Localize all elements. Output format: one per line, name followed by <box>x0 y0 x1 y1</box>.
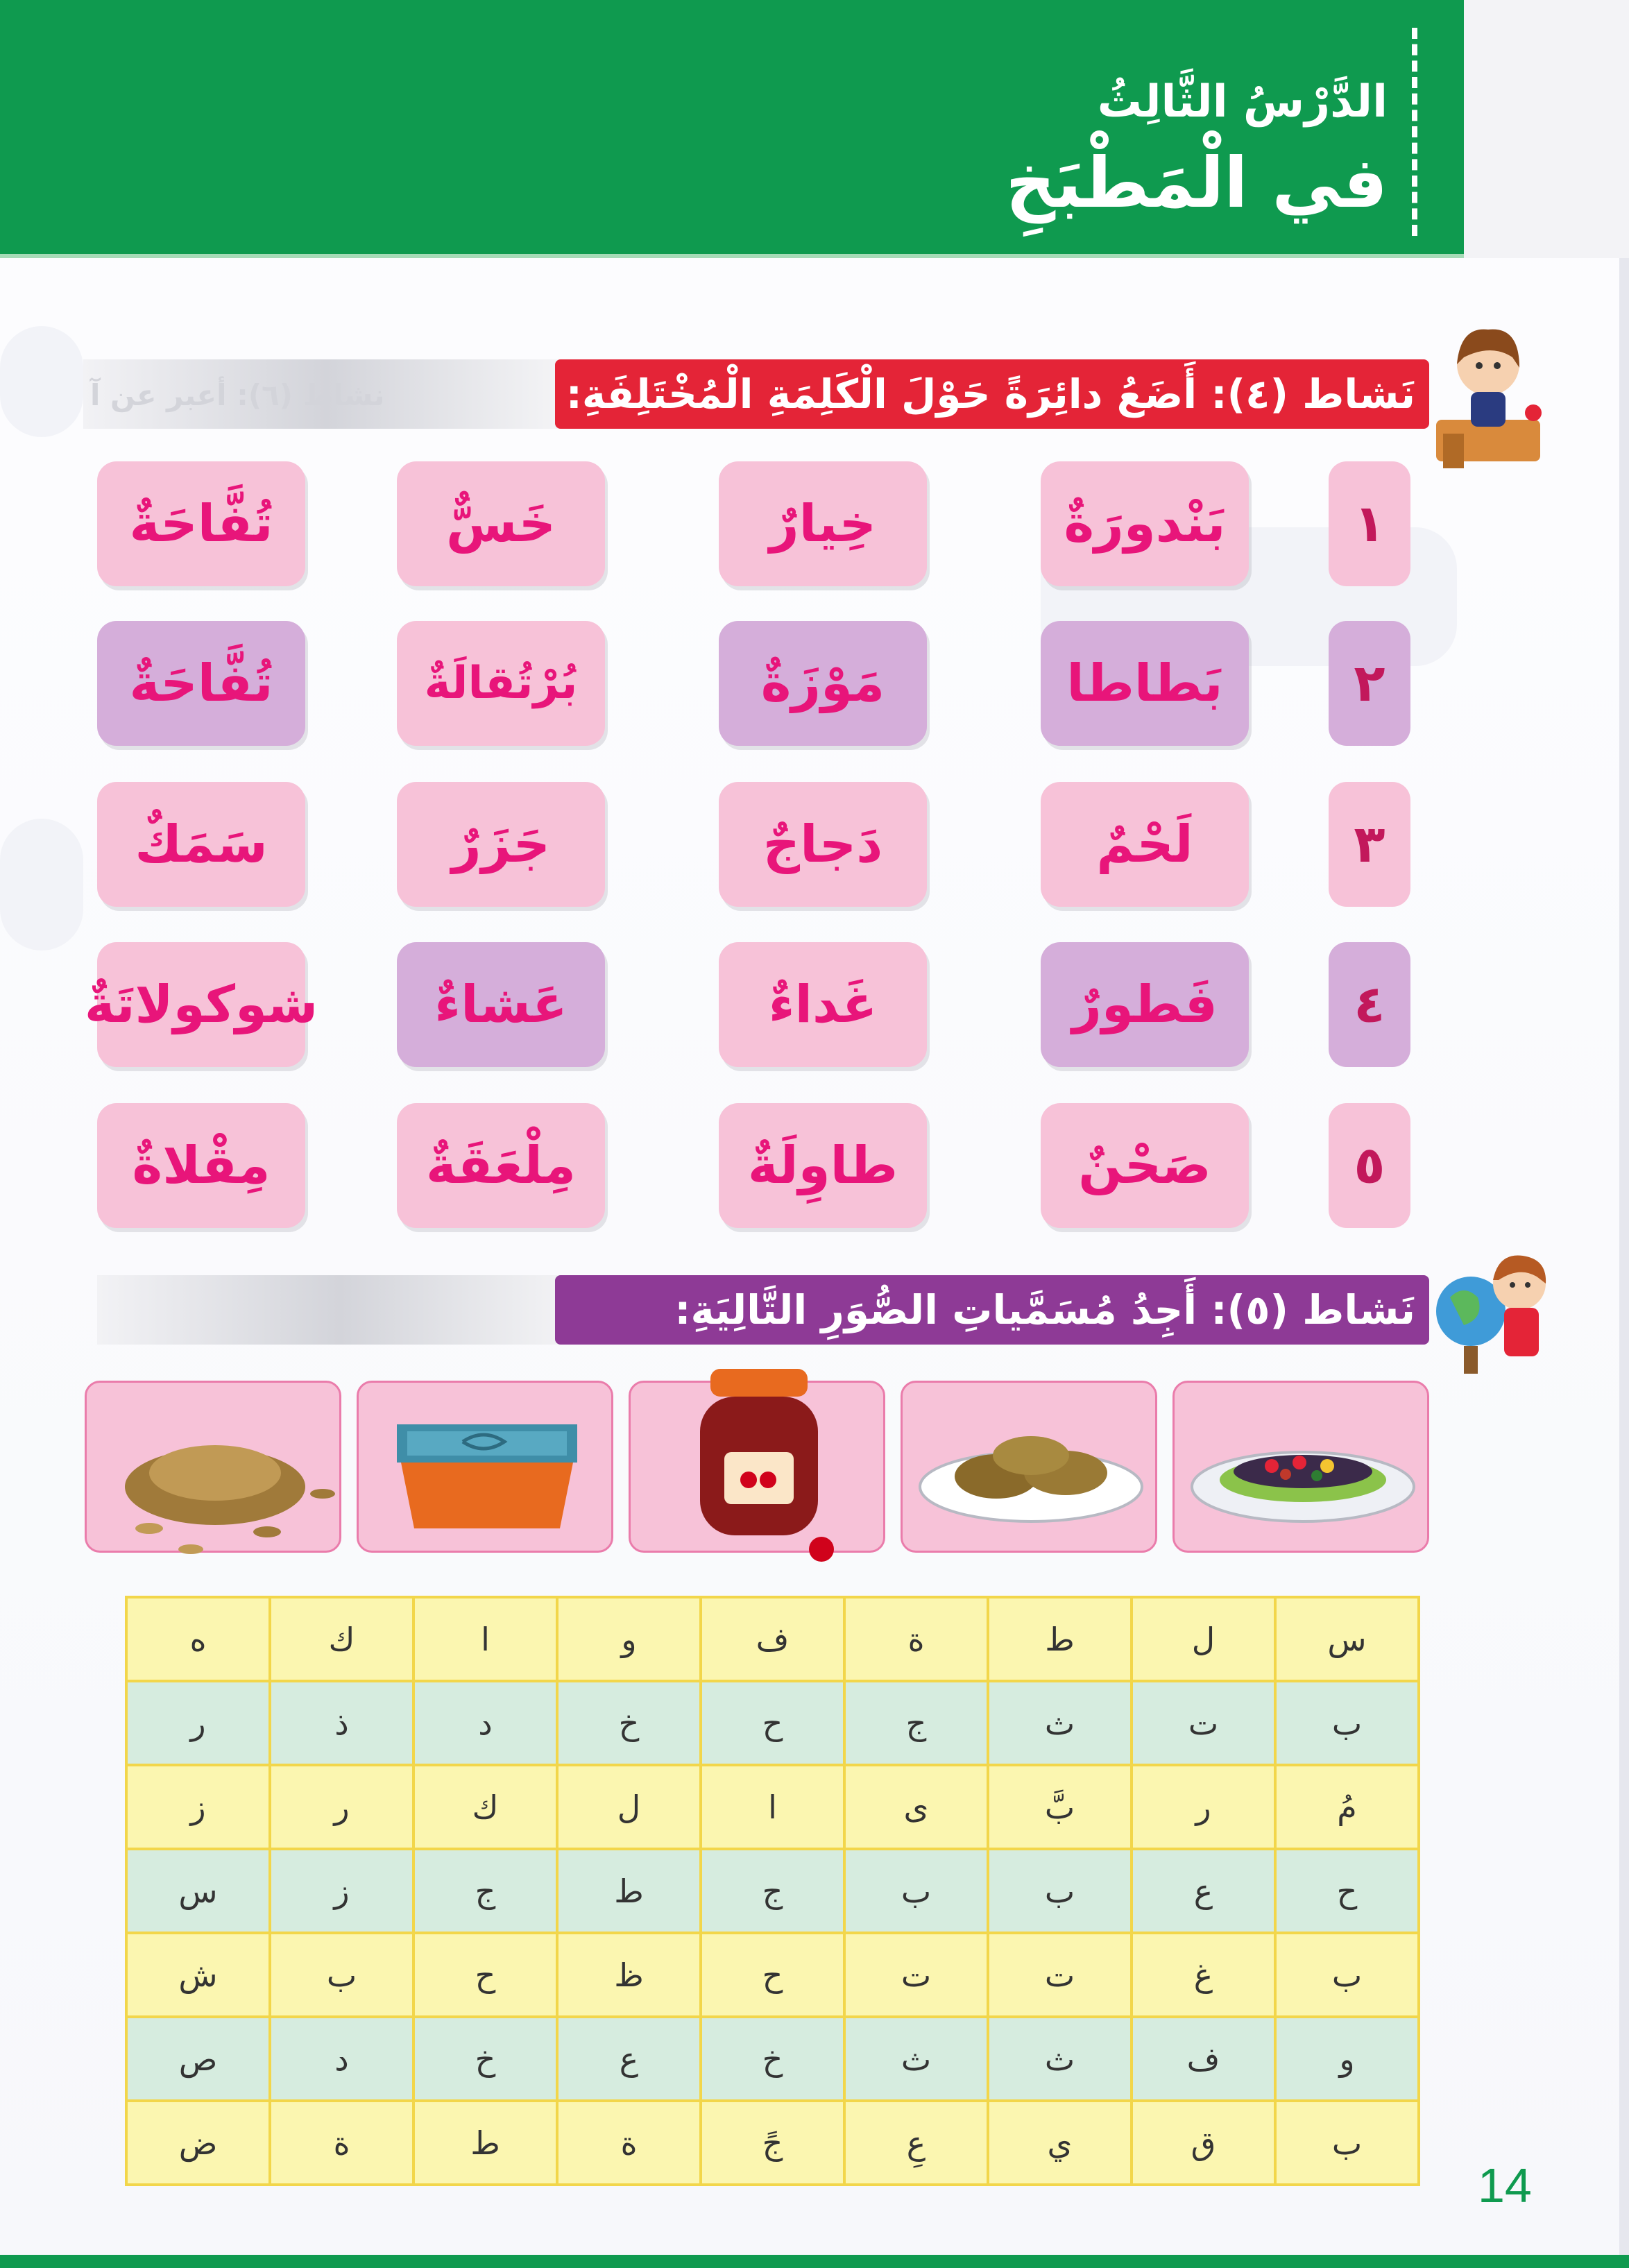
word-card[interactable]: فَطورٌ <box>1041 942 1249 1067</box>
activity4-banner <box>555 359 1429 429</box>
grid-letter-cell[interactable]: غ <box>1132 1933 1275 2017</box>
activity4-title: نَشاط (٤): أَضَعُ دائِرَةً حَوْلَ الْكَلِمَةِ الْمُخْتَلِفَةِ: <box>565 370 1415 418</box>
row-number: ٣ <box>1329 782 1410 907</box>
grid-letter-cell[interactable]: ص <box>126 2017 270 2101</box>
word-card[interactable]: دَجاجٌ <box>719 782 927 907</box>
grid-letter-cell[interactable]: ع <box>1132 1849 1275 1933</box>
grey-ribbon <box>97 1275 583 1345</box>
row-number: ١ <box>1329 461 1410 586</box>
grid-letter-cell[interactable]: ا <box>701 1765 844 1849</box>
rice-dish-icon <box>1175 1383 1431 1555</box>
grid-letter-cell[interactable]: عِ <box>844 2101 988 2185</box>
background-print-through <box>0 326 83 437</box>
grid-letter-cell[interactable]: ت <box>844 1933 988 2017</box>
grid-row <box>126 1933 1419 2017</box>
picture-card-rice-dish[interactable] <box>1172 1381 1429 1553</box>
word-card[interactable]: سَمَكٌ <box>97 782 305 907</box>
picture-card-jam-jar[interactable] <box>629 1381 885 1553</box>
letter-search-grid <box>125 1596 1420 2186</box>
grid-letter-cell[interactable]: و <box>1275 2017 1419 2101</box>
grid-letter-cell[interactable]: ت <box>988 1933 1132 2017</box>
grid-letter-cell[interactable]: ح <box>701 1933 844 2017</box>
grid-letter-cell[interactable]: ك <box>270 1597 413 1681</box>
grid-row <box>126 2017 1419 2101</box>
grid-letter-cell[interactable]: ر <box>1132 1765 1275 1849</box>
grid-letter-cell[interactable]: ي <box>988 2101 1132 2185</box>
picture-card-fritters[interactable] <box>901 1381 1157 1553</box>
grid-letter-cell[interactable]: ح <box>1275 1849 1419 1933</box>
grid-letter-cell[interactable]: ر <box>126 1681 270 1765</box>
grid-letter-cell[interactable]: ف <box>701 1597 844 1681</box>
background-print-through <box>0 819 83 950</box>
grid-letter-cell[interactable]: و <box>557 1597 701 1681</box>
header-divider <box>0 254 1629 258</box>
grid-letter-cell[interactable]: ب <box>1275 1933 1419 2017</box>
word-card[interactable]: غَداءٌ <box>719 942 927 1067</box>
grid-letter-cell[interactable]: ط <box>988 1597 1132 1681</box>
seeds-icon <box>87 1383 343 1570</box>
word-card[interactable]: بَنْدورَةٌ <box>1041 461 1249 586</box>
lesson-label: الدَّرْسُ الثَّالِثُ <box>1097 76 1388 128</box>
grid-letter-cell[interactable]: ه <box>126 1597 270 1681</box>
grid-letter-cell[interactable]: ط <box>413 2101 557 2185</box>
grid-letter-cell[interactable]: ض <box>126 2101 270 2185</box>
grid-letter-cell[interactable]: ر <box>270 1765 413 1849</box>
lunchbox-icon <box>359 1383 615 1555</box>
grid-letter-cell[interactable]: خ <box>557 1681 701 1765</box>
word-card[interactable]: خَسٌّ <box>397 461 605 586</box>
grid-letter-cell[interactable]: ذ <box>270 1681 413 1765</box>
word-card[interactable]: لَحْمٌ <box>1041 782 1249 907</box>
word-card[interactable]: صَحْنٌ <box>1041 1103 1249 1228</box>
word-card[interactable]: مِقْلاةٌ <box>97 1103 305 1228</box>
grid-letter-cell[interactable]: ك <box>413 1765 557 1849</box>
word-card[interactable]: جَزَرٌ <box>397 782 605 907</box>
grid-letter-cell[interactable]: ز <box>270 1849 413 1933</box>
grid-row <box>126 1765 1419 1849</box>
grid-letter-cell[interactable]: ب <box>1275 1681 1419 1765</box>
grid-row <box>126 2101 1419 2185</box>
grid-letter-cell[interactable]: س <box>126 1849 270 1933</box>
jam-jar-icon <box>631 1383 887 1563</box>
word-card[interactable]: بَطاطا <box>1041 621 1249 746</box>
grid-letter-cell[interactable]: ة <box>844 1597 988 1681</box>
lesson-title: في الْمَطْبَخِ <box>1005 142 1388 223</box>
page-number: 14 <box>1478 2158 1532 2212</box>
grid-letter-cell[interactable]: ا <box>413 1597 557 1681</box>
word-card[interactable]: تُفَّاحَةٌ <box>97 621 305 746</box>
grid-letter-cell[interactable]: ع <box>557 2017 701 2101</box>
grid-letter-cell[interactable]: ى <box>844 1765 988 1849</box>
grid-letter-cell[interactable]: ل <box>1132 1597 1275 1681</box>
word-card[interactable]: عَشاءٌ <box>397 942 605 1067</box>
grid-row <box>126 1681 1419 1765</box>
kid-with-globe-icon <box>1429 1242 1561 1381</box>
grid-letter-cell[interactable]: ج <box>701 1849 844 1933</box>
grid-letter-cell[interactable]: ح <box>701 1681 844 1765</box>
activity5-title: نَشاط (٥): أَجِدُ مُسَمَّياتِ الصُّوَرِ التَّالِيَةِ: <box>674 1286 1415 1333</box>
picture-card-lunchbox[interactable] <box>357 1381 613 1553</box>
grid-letter-cell[interactable]: خ <box>701 2017 844 2101</box>
grid-letter-cell[interactable]: ظ <box>557 1933 701 2017</box>
grid-letter-cell[interactable]: ط <box>557 1849 701 1933</box>
footer-bar <box>0 2255 1629 2268</box>
grid-letter-cell[interactable]: ب <box>1275 2101 1419 2185</box>
grid-letter-cell[interactable]: جً <box>701 2101 844 2185</box>
word-card[interactable]: طاوِلَةٌ <box>719 1103 927 1228</box>
grid-letter-cell[interactable]: ة <box>270 2101 413 2185</box>
picture-card-seeds[interactable] <box>85 1381 341 1553</box>
grid-letter-cell[interactable]: ق <box>1132 2101 1275 2185</box>
word-card[interactable]: تُفَّاحَةٌ <box>97 461 305 586</box>
grid-letter-cell[interactable]: ز <box>126 1765 270 1849</box>
grid-letter-cell[interactable]: ث <box>988 1681 1132 1765</box>
grid-letter-cell[interactable]: د <box>413 1681 557 1765</box>
grid-letter-cell[interactable]: مُ <box>1275 1765 1419 1849</box>
word-card[interactable]: شوكولاتَةٌ <box>97 942 305 1067</box>
faded-ribbon-text: نشاط (٦): أعبر عن آ <box>90 378 385 412</box>
grid-letter-cell[interactable]: ف <box>1132 2017 1275 2101</box>
fritters-icon <box>903 1383 1159 1555</box>
grid-letter-cell[interactable]: ب <box>844 1849 988 1933</box>
grid-letter-cell[interactable]: س <box>1275 1597 1419 1681</box>
grid-letter-cell[interactable]: بَّ <box>988 1765 1132 1849</box>
header-dashed-line <box>1412 28 1417 236</box>
grid-letter-cell[interactable]: د <box>270 2017 413 2101</box>
grid-letter-cell[interactable]: ب <box>988 1849 1132 1933</box>
grid-letter-cell[interactable]: ح <box>413 1933 557 2017</box>
row-number: ٢ <box>1329 621 1410 746</box>
row-number: ٤ <box>1329 942 1410 1067</box>
word-card[interactable]: مَوْزَةٌ <box>719 621 927 746</box>
word-card[interactable]: مِلْعَقَةٌ <box>397 1103 605 1228</box>
row-number: ٥ <box>1329 1103 1410 1228</box>
grid-letter-cell[interactable]: ة <box>557 2101 701 2185</box>
grid-letter-cell[interactable]: ب <box>270 1933 413 2017</box>
girl-at-desk-icon <box>1429 316 1547 475</box>
grid-letter-cell[interactable]: ش <box>126 1933 270 2017</box>
grid-letter-cell[interactable]: ت <box>1132 1681 1275 1765</box>
grid-row <box>126 1849 1419 1933</box>
grid-row <box>126 1597 1419 1681</box>
word-card[interactable]: بُرْتُقالَةٌ <box>397 621 605 746</box>
grid-letter-cell[interactable]: ث <box>988 2017 1132 2101</box>
grid-letter-cell[interactable]: ج <box>844 1681 988 1765</box>
grid-letter-cell[interactable]: ث <box>844 2017 988 2101</box>
grid-letter-cell[interactable]: ل <box>557 1765 701 1849</box>
activity5-banner <box>555 1275 1429 1345</box>
grid-letter-cell[interactable]: ج <box>413 1849 557 1933</box>
header-side-tab <box>1464 0 1629 258</box>
grid-letter-cell[interactable]: خ <box>413 2017 557 2101</box>
word-card[interactable]: خِيارٌ <box>719 461 927 586</box>
